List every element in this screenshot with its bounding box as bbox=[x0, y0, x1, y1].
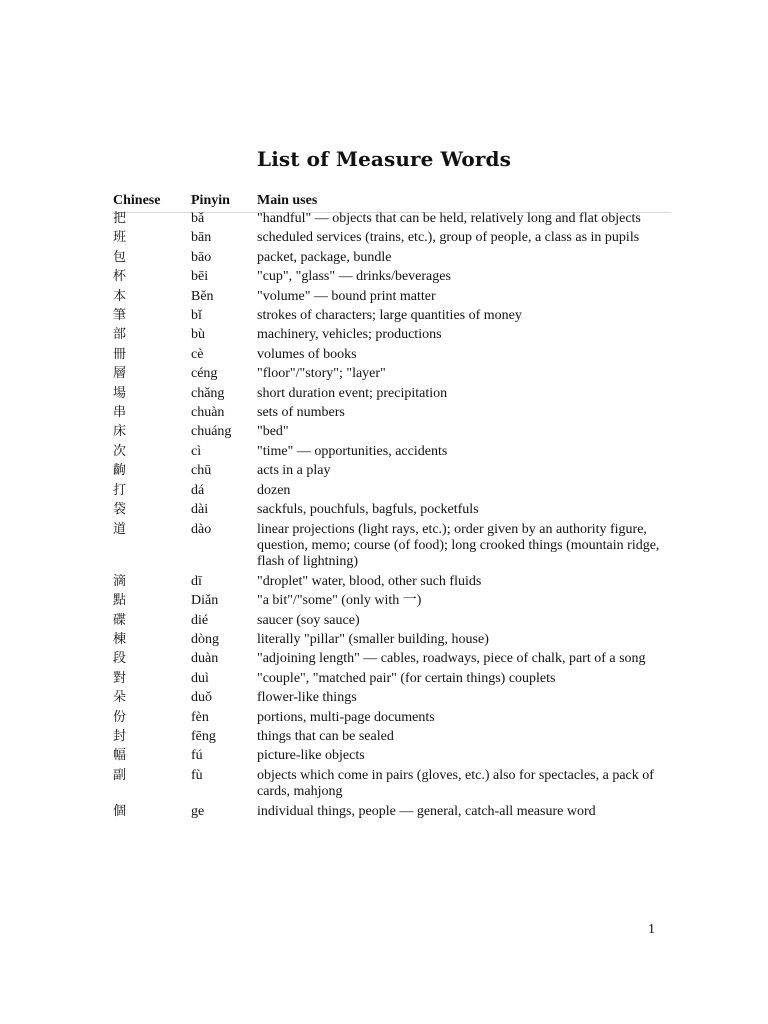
chinese-character: 打 bbox=[113, 482, 127, 498]
pinyin: fú bbox=[191, 748, 203, 764]
pinyin: bēi bbox=[191, 269, 209, 285]
chinese-character: 班 bbox=[113, 230, 127, 246]
main-uses: packet, package, bundle bbox=[257, 249, 392, 265]
main-uses: scheduled services (trains, etc.), group of people, a class as in pupils bbox=[257, 230, 640, 246]
chinese-character: 冊 bbox=[113, 346, 127, 362]
table-row bbox=[113, 804, 673, 820]
header-chinese: Chinese bbox=[113, 193, 161, 208]
main-uses: saucer (soy sauce) bbox=[257, 612, 360, 628]
pinyin: chū bbox=[191, 463, 212, 479]
pinyin: duǒ bbox=[191, 690, 212, 706]
chinese-character: 場 bbox=[113, 385, 127, 401]
page-number: 1 bbox=[648, 922, 655, 937]
table-row bbox=[113, 522, 673, 571]
pinyin: chuáng bbox=[191, 424, 232, 440]
main-uses: "handful" — objects that can be held, relatively long and flat objects bbox=[257, 211, 641, 226]
pinyin: chǎng bbox=[191, 385, 225, 401]
table-row bbox=[113, 613, 673, 629]
main-uses: dozen bbox=[257, 482, 291, 498]
pinyin: chuàn bbox=[191, 405, 225, 421]
table-row bbox=[113, 768, 673, 801]
pinyin: cì bbox=[191, 443, 202, 459]
main-uses: picture-like objects bbox=[257, 748, 365, 764]
table-row bbox=[113, 230, 673, 246]
chinese-character: 把 bbox=[113, 211, 127, 226]
table-row bbox=[113, 250, 673, 266]
chinese-character: 對 bbox=[113, 670, 127, 686]
main-uses: "bed" bbox=[257, 424, 289, 440]
main-uses: linear projections (light rays, etc.); order given by an authority figure, question, memo; course (of food); long crooked things (mountain ridge, flash of lightning) bbox=[257, 521, 660, 570]
pinyin: dòng bbox=[191, 631, 219, 647]
table-row bbox=[113, 366, 673, 382]
pinyin: Běn bbox=[191, 288, 214, 304]
table-row bbox=[113, 748, 673, 764]
pinyin: cè bbox=[191, 346, 204, 362]
pinyin: fù bbox=[191, 767, 203, 783]
table-row bbox=[113, 327, 673, 343]
table-row bbox=[113, 347, 673, 363]
chinese-character: 段 bbox=[113, 651, 127, 667]
chinese-character: 朵 bbox=[113, 690, 127, 706]
table-row bbox=[113, 651, 673, 667]
main-uses: strokes of characters; large quantities of money bbox=[257, 308, 522, 324]
table-row bbox=[113, 386, 673, 402]
pinyin: dié bbox=[191, 612, 209, 628]
pinyin: Diǎn bbox=[191, 593, 219, 609]
table-row bbox=[113, 593, 673, 609]
pinyin: dá bbox=[191, 482, 205, 498]
chinese-character: 床 bbox=[113, 424, 127, 440]
main-uses: "adjoining length" — cables, roadways, piece of chalk, part of a song bbox=[257, 651, 646, 667]
main-uses: things that can be sealed bbox=[257, 728, 394, 744]
table-row bbox=[113, 424, 673, 440]
main-uses: "a bit"/"some" (only with 一) bbox=[257, 593, 422, 609]
chinese-character: 筆 bbox=[113, 308, 127, 324]
table-row bbox=[113, 729, 673, 745]
main-uses: short duration event; precipitation bbox=[257, 385, 448, 401]
table-row bbox=[113, 483, 673, 499]
pinyin: bù bbox=[191, 327, 205, 343]
pinyin: bǎ bbox=[191, 211, 205, 226]
chinese-character: 串 bbox=[113, 405, 127, 421]
header-main-uses: Main uses bbox=[257, 193, 318, 208]
chinese-character: 部 bbox=[113, 327, 127, 343]
main-uses: sackfuls, pouchfuls, bagfuls, pocketfuls bbox=[257, 502, 479, 518]
measure-words-table bbox=[113, 211, 673, 823]
chinese-character: 本 bbox=[113, 288, 127, 304]
pinyin: fēng bbox=[191, 728, 216, 744]
chinese-character: 個 bbox=[113, 803, 127, 819]
table-row bbox=[113, 690, 673, 706]
table-row bbox=[113, 671, 673, 687]
main-uses: "volume" — bound print matter bbox=[257, 288, 436, 304]
chinese-character: 副 bbox=[113, 767, 127, 783]
chinese-character: 杯 bbox=[113, 269, 127, 285]
table-row bbox=[113, 269, 673, 285]
table-header bbox=[113, 192, 671, 213]
pinyin: fèn bbox=[191, 709, 209, 725]
table-row bbox=[113, 463, 673, 479]
chinese-character: 點 bbox=[113, 593, 127, 609]
pinyin: duàn bbox=[191, 651, 219, 667]
table-row bbox=[113, 632, 673, 648]
table-row bbox=[113, 211, 673, 227]
chinese-character: 滴 bbox=[113, 573, 127, 589]
chinese-character: 封 bbox=[113, 728, 127, 744]
pinyin: dào bbox=[191, 521, 212, 537]
main-uses: individual things, people — general, catch-all measure word bbox=[257, 803, 596, 819]
chinese-character: 袋 bbox=[113, 502, 127, 518]
main-uses: volumes of books bbox=[257, 346, 357, 362]
table-row bbox=[113, 289, 673, 305]
pinyin: bāo bbox=[191, 249, 212, 265]
pinyin: dài bbox=[191, 502, 209, 518]
chinese-character: 層 bbox=[113, 366, 127, 382]
main-uses: "cup", "glass" — drinks/beverages bbox=[257, 269, 451, 285]
main-uses: "floor"/"story"; "layer" bbox=[257, 366, 386, 382]
chinese-character: 份 bbox=[113, 709, 127, 725]
main-uses: literally "pillar" (smaller building, house) bbox=[257, 631, 489, 647]
main-uses: machinery, vehicles; productions bbox=[257, 327, 442, 343]
main-uses: flower-like things bbox=[257, 690, 357, 706]
main-uses: portions, multi-page documents bbox=[257, 709, 435, 725]
chinese-character: 道 bbox=[113, 521, 127, 537]
table-row bbox=[113, 502, 673, 518]
main-uses: "time" — opportunities, accidents bbox=[257, 443, 448, 459]
pinyin: bān bbox=[191, 230, 212, 246]
table-row bbox=[113, 308, 673, 324]
chinese-character: 幅 bbox=[113, 748, 127, 764]
chinese-character: 棟 bbox=[113, 631, 127, 647]
chinese-character: 齣 bbox=[113, 463, 127, 479]
pinyin: céng bbox=[191, 366, 218, 382]
chinese-character: 次 bbox=[113, 443, 127, 459]
chinese-character: 包 bbox=[113, 249, 127, 265]
main-uses: "droplet" water, blood, other such fluids bbox=[257, 573, 482, 589]
main-uses: acts in a play bbox=[257, 463, 331, 479]
page-title: List of Measure Words bbox=[257, 147, 511, 171]
table-row bbox=[113, 444, 673, 460]
pinyin: bǐ bbox=[191, 308, 202, 324]
header-pinyin: Pinyin bbox=[191, 193, 230, 208]
main-uses: objects which come in pairs (gloves, etc.) also for spectacles, a pack of cards, mahjong bbox=[257, 767, 654, 800]
main-uses: "couple", "matched pair" (for certain things) couplets bbox=[257, 670, 556, 686]
pinyin: duì bbox=[191, 670, 209, 686]
chinese-character: 碟 bbox=[113, 612, 127, 628]
main-uses: sets of numbers bbox=[257, 405, 345, 421]
pinyin: ge bbox=[191, 803, 205, 819]
table-row bbox=[113, 574, 673, 590]
table-row bbox=[113, 710, 673, 726]
pinyin: dī bbox=[191, 573, 202, 589]
table-row bbox=[113, 405, 673, 421]
